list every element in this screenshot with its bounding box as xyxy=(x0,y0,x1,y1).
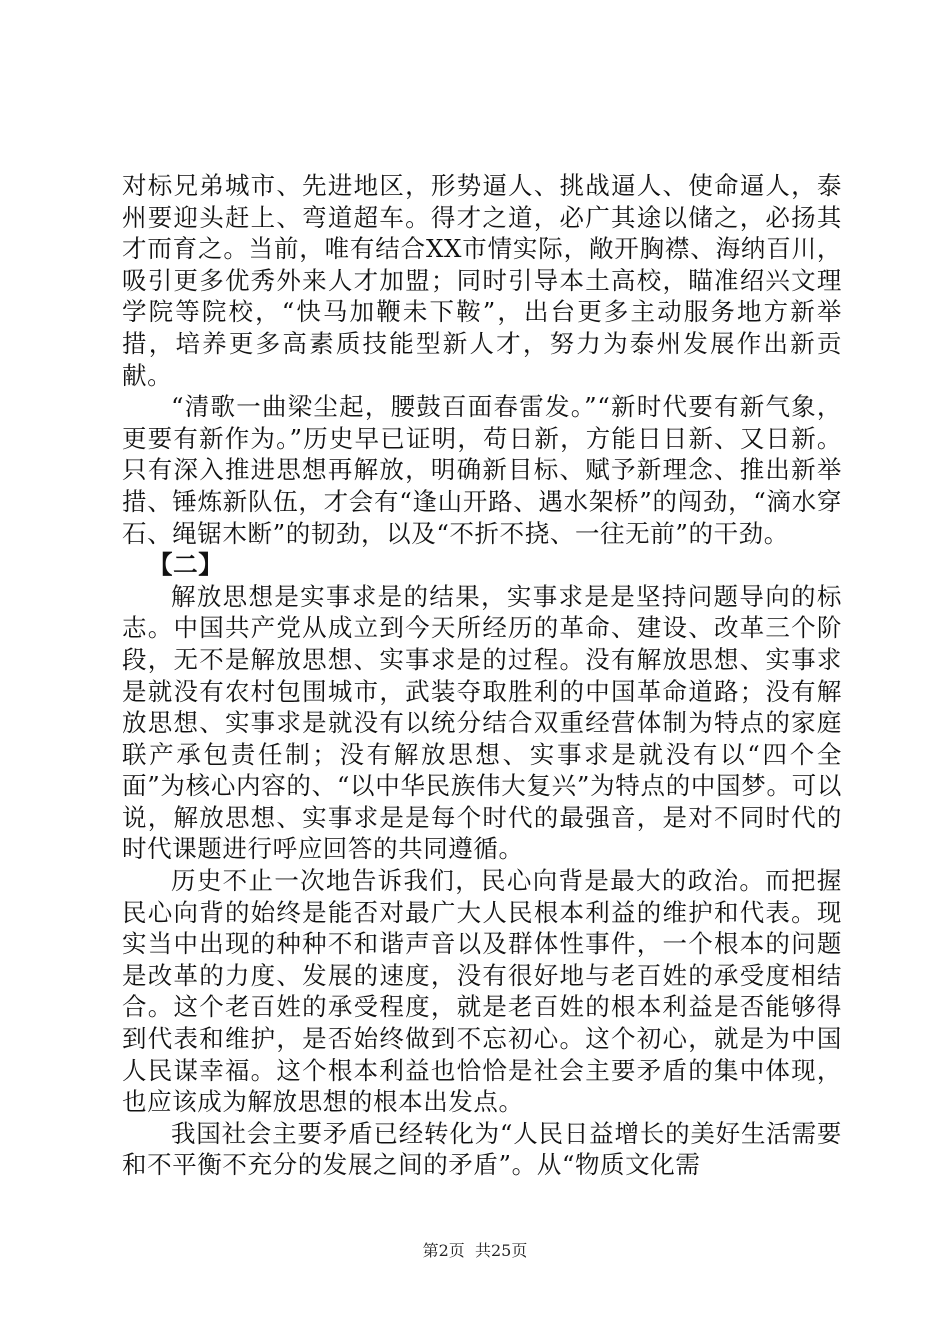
page-number: 第2页 xyxy=(422,1241,465,1260)
page-footer xyxy=(0,1238,950,1261)
paragraph-5: 我国社会主要矛盾已经转化为“人民日益增长的美好生活需要和不平衡不充分的发展之间的矛盾”。从“物质文化需 xyxy=(122,1118,842,1180)
section-heading: 【二】 xyxy=(148,550,224,580)
paragraph-4: 历史不止一次地告诉我们，民心向背是最大的政治。而把握民心向背的始终是能否对最广大人民根本利益的维护和代表。现实当中出现的种种不和谐声音以及群体性事件，一个根本的问题是改革的力度、发展的速度，没有很好地与老百姓的承受度相结合。这个老百姓的承受程度，就是老百姓的根本利益是否能够得到代表和维护，是否始终做到不忘初心。这个初心，就是为中国人民谋幸福。这个根本利益也恰恰是社会主要矛盾的集中体现，也应该成为解放思想的根本出发点。 xyxy=(122,866,842,1117)
footer-spacer xyxy=(465,1241,475,1260)
paragraph-3: 解放思想是实事求是的结果，实事求是是坚持问题导向的标志。中国共产党从成立到今天所经历的革命、建设、改革三个阶段，无不是解放思想、实事求是的过程。没有解放思想、实事求是就没有农村包围城市，武装夺取胜利的中国革命道路；没有解放思想、实事求是就没有以统分结合双重经营体制为特点的家庭联产承包责任制；没有解放思想、实事求是就没有以“四个全面”为核心内容的、“以中华民族伟大复兴”为特点的中国梦。可以说，解放思想、实事求是是每个时代的最强音，是对不同时代的时代课题进行呼应回答的共同遵循。 xyxy=(122,581,842,864)
total-pages: 共25页 xyxy=(474,1241,528,1260)
paragraph-1: 对标兄弟城市、先进地区，形势逼人、挑战逼人、使命逼人，泰州要迎头赶上、弯道超车。得才之道，必广其途以储之，必扬其才而育之。当前，唯有结合XX市情实际，敞开胸襟、海纳百川，吸引更多优秀外来人才加盟；同时引导本土高校，瞄准绍兴文理学院等院校，“快马加鞭未下鞍”，出台更多主动服务地方新举措，培养更多高素质技能型新人才，努力为泰州发展作出新贡献。 xyxy=(122,171,842,390)
document-body xyxy=(122,170,842,1181)
paragraph-2: “清歌一曲梁尘起，腰鼓百面春雷发。”“新时代要有新气象，更要有新作为。”历史早已证明，苟日新，方能日日新、又日新。只有深入推进思想再解放，明确新目标、赋予新理念、推出新举措、锤炼新队伍，才会有“逢山开路、遇水架桥”的闯劲，“滴水穿石、绳锯木断”的韧劲，以及“不折不挠、一往无前”的干劲。 xyxy=(122,392,842,548)
